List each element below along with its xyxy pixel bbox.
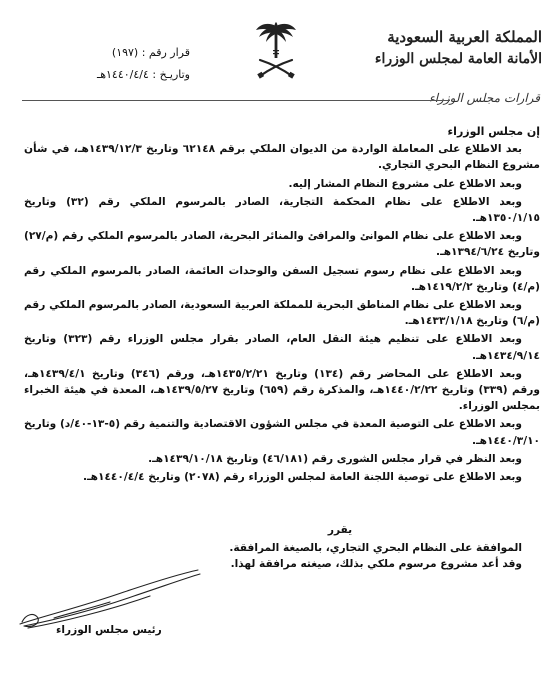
decision-meta [20,42,190,86]
decision-date: وتاريـخ : ١٤٤٠/٤/٤هـ [96,68,190,81]
decision-number: قرار رقم : (١٩٧) [111,46,190,59]
body-paragraph: وبعد الاطلاع على المحاضر رقم (١٣٤) وتاريخ ١٤٣٥/٢/٢١هـ، ورقم (٣٤٦) وتاريخ ١٤٣٩/٤/١هـ، ورقم (٣٣٩) وتاريخ ١٤٤٠/٢/٢٢هـ، والمذكرة رقم (٦٥٩) وتاريخ ١٤٣٩/٥/٢٧هـ، المعدة في هيئة الخبراء بمجلس الوزراء. [24,367,540,413]
body-paragraph: وبعد الاطلاع على نظام المحكمة التجارية، الصادر بالمرسوم الملكي رقم (٣٢) وتاريخ ١٣٥٠/١/١٥هـ. [24,195,540,225]
letterhead-kingdom: المملكة العربية السعودية [387,28,542,46]
body-paragraph: وبعد الاطلاع على توصية اللجنة العامة لمجلس الوزراء رقم (٢٠٧٨) وتاريخ ١٤٤٠/٤/٤هـ. [83,471,522,484]
body-paragraph: وبعد الاطلاع على التوصية المعدة في مجلس الشؤون الاقتصادية والتنمية رقم (٥-١٣-٤٠/د) وتاريخ ١٤٤٠/٣/١٠هـ. [24,418,540,447]
body-paragraph: وبعد الاطلاع على نظام رسوم تسجيل السفن والوحدات العائمة، الصادر بالمرسوم الملكي رقم (م/٤) وتاريخ ١٤١٩/٢/٢هـ. [24,264,540,293]
body-paragraph: وبعد الاطلاع على نظام المناطق البحرية للمملكة العربية السعودية، الصادر بالمرسوم الملكي رقم (م/٦) وتاريخ ١٤٣٣/١/١٨هـ. [24,299,540,328]
body-paragraph: وبعد الاطلاع على نظام الموانئ والمرافئ والمنائر البحرية، الصادر بالمرسوم الملكي رقم (م/٢٧) وتاريخ ١٣٩٤/٦/٢٤هـ. [24,230,540,259]
opening-line: إن مجلس الوزراء [447,125,540,138]
signer-title: رئيس مجلس الوزراء [56,624,162,636]
decree-item: وقد أعد مشروع مرسوم ملكي بذلك، صيغته مرافقة لهذا. [230,558,522,571]
decision-body [24,124,540,487]
body-paragraph: وبعد الاطلاع على مشروع النظام المشار إليه. [288,177,522,190]
saudi-emblem-palm-swords-icon [254,20,298,82]
letterhead-general-secretariat: الأمانة العامة لمجلس الوزراء [374,51,542,67]
body-paragraph: وبعد النظر في قرار مجلس الشورى رقم (٤٦/١٨١) وتاريخ ١٤٣٩/١٠/١٨هـ. [148,452,522,465]
body-paragraph: بعد الاطلاع على المعاملة الواردة من الديوان الملكي برقم ٦٢١٤٨ وتاريخ ١٤٣٩/١٢/٣هـ، في شأن مشروع النظام البحري التجاري. [24,143,540,172]
letterhead [342,26,542,70]
decree-verb: يقرر [327,524,353,536]
section-label: قرارات مجلس الوزراء [429,91,540,105]
decree-item: الموافقة على النظام البحري التجاري، بالصيغة المرافقة. [229,542,522,555]
body-paragraph: وبعد الاطلاع على تنظيم هيئة النقل العام، الصادر بقرار مجلس الوزراء رقم (٣٢٣) وتاريخ ١٤٣٤/٩/١٤هـ. [24,333,540,362]
header-divider [22,100,450,101]
